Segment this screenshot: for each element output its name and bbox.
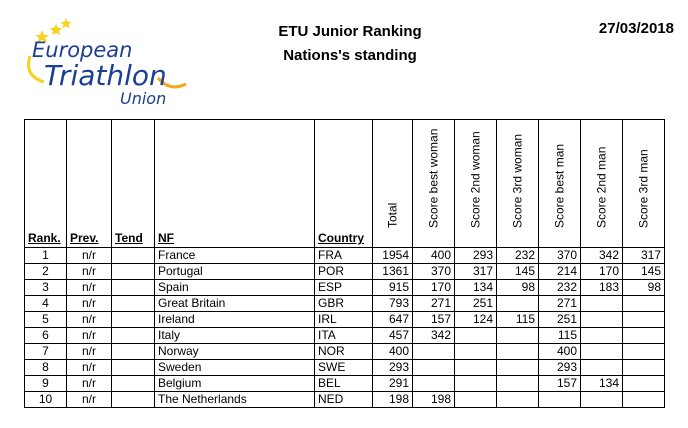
- cell-m1: 370: [539, 248, 581, 264]
- cell-prev: n/r: [67, 296, 112, 312]
- cell-m3: 98: [623, 280, 665, 296]
- cell-m3: 145: [623, 264, 665, 280]
- cell-w1: 370: [413, 264, 455, 280]
- cell-rank: 2: [25, 264, 67, 280]
- cell-total: 457: [373, 328, 413, 344]
- cell-prev: n/r: [67, 280, 112, 296]
- logo-line-triathlon: Triathlon: [44, 59, 167, 92]
- cell-m3: [623, 312, 665, 328]
- table-row: [25, 312, 665, 328]
- cell-rank: 8: [25, 360, 67, 376]
- cell-nf: Sweden: [155, 360, 315, 376]
- cell-tend: [112, 248, 155, 264]
- cell-w2: 124: [455, 312, 497, 328]
- cell-m2: [581, 360, 623, 376]
- cell-prev: n/r: [67, 360, 112, 376]
- cell-w2: [455, 392, 497, 408]
- cell-total: 1954: [373, 248, 413, 264]
- cell-prev: n/r: [67, 392, 112, 408]
- cell-country: BEL: [315, 376, 373, 392]
- table-row: [25, 376, 665, 392]
- header-best-woman-label: Score best woman: [426, 128, 440, 228]
- cell-m1: 157: [539, 376, 581, 392]
- header-best-man: [539, 120, 581, 248]
- table-row: [25, 328, 665, 344]
- cell-prev: n/r: [67, 328, 112, 344]
- cell-m1: 232: [539, 280, 581, 296]
- cell-total: 647: [373, 312, 413, 328]
- cell-prev: n/r: [67, 376, 112, 392]
- cell-rank: 10: [25, 392, 67, 408]
- cell-m1: [539, 392, 581, 408]
- cell-rank: 9: [25, 376, 67, 392]
- header-2nd-man: [581, 120, 623, 248]
- cell-m3: [623, 344, 665, 360]
- cell-total: 793: [373, 296, 413, 312]
- cell-rank: 3: [25, 280, 67, 296]
- cell-country: SWE: [315, 360, 373, 376]
- cell-total: 1361: [373, 264, 413, 280]
- cell-total: 291: [373, 376, 413, 392]
- header-tend: Tend: [112, 120, 155, 248]
- header-total: [373, 120, 413, 248]
- header-3rd-woman-label: Score 3rd woman: [510, 133, 524, 228]
- cell-rank: 4: [25, 296, 67, 312]
- cell-rank: 5: [25, 312, 67, 328]
- cell-total: 198: [373, 392, 413, 408]
- cell-tend: [112, 392, 155, 408]
- cell-m1: 214: [539, 264, 581, 280]
- cell-m3: [623, 296, 665, 312]
- cell-w2: [455, 344, 497, 360]
- cell-w3: [497, 344, 539, 360]
- cell-country: IRL: [315, 312, 373, 328]
- cell-tend: [112, 264, 155, 280]
- logo-line-union: Union: [120, 89, 167, 108]
- cell-nf: The Netherlands: [155, 392, 315, 408]
- header-best-man-label: Score best man: [552, 143, 566, 228]
- cell-nf: Italy: [155, 328, 315, 344]
- header-rank: Rank.: [25, 120, 67, 248]
- cell-w3: 115: [497, 312, 539, 328]
- cell-nf: Ireland: [155, 312, 315, 328]
- cell-tend: [112, 280, 155, 296]
- report-date: 27/03/2018: [598, 20, 674, 37]
- cell-nf: Belgium: [155, 376, 315, 392]
- cell-w2: [455, 360, 497, 376]
- cell-m1: 293: [539, 360, 581, 376]
- cell-country: NOR: [315, 344, 373, 360]
- logo-line-european: European: [32, 38, 133, 62]
- cell-nf: France: [155, 248, 315, 264]
- cell-total: 915: [373, 280, 413, 296]
- cell-w3: [497, 360, 539, 376]
- table-row: [25, 264, 665, 280]
- cell-country: NED: [315, 392, 373, 408]
- cell-w2: 251: [455, 296, 497, 312]
- cell-w2: 293: [455, 248, 497, 264]
- cell-m2: [581, 344, 623, 360]
- cell-tend: [112, 296, 155, 312]
- report-title: [250, 20, 450, 68]
- cell-country: GBR: [315, 296, 373, 312]
- cell-m1: 271: [539, 296, 581, 312]
- table-row: [25, 360, 665, 376]
- table-row: [25, 248, 665, 264]
- cell-m2: [581, 296, 623, 312]
- cell-prev: n/r: [67, 264, 112, 280]
- cell-w1: 157: [413, 312, 455, 328]
- cell-tend: [112, 376, 155, 392]
- cell-m3: [623, 328, 665, 344]
- table-row: [25, 392, 665, 408]
- header-3rd-man-label: Score 3rd man: [636, 149, 650, 228]
- cell-w1: [413, 376, 455, 392]
- cell-m2: 183: [581, 280, 623, 296]
- table-row: [25, 296, 665, 312]
- ranking-table: [24, 119, 665, 408]
- cell-m2: [581, 328, 623, 344]
- cell-m2: 342: [581, 248, 623, 264]
- etu-logo: [10, 16, 210, 111]
- cell-w3: [497, 328, 539, 344]
- cell-w2: 134: [455, 280, 497, 296]
- cell-m3: [623, 376, 665, 392]
- cell-w3: [497, 376, 539, 392]
- cell-country: ESP: [315, 280, 373, 296]
- cell-w1: [413, 360, 455, 376]
- table-header-row: [25, 120, 665, 248]
- cell-w1: 198: [413, 392, 455, 408]
- cell-rank: 7: [25, 344, 67, 360]
- cell-m1: 251: [539, 312, 581, 328]
- cell-prev: n/r: [67, 344, 112, 360]
- cell-tend: [112, 312, 155, 328]
- header-3rd-woman: [497, 120, 539, 248]
- cell-m2: [581, 392, 623, 408]
- cell-total: 400: [373, 344, 413, 360]
- cell-w3: [497, 392, 539, 408]
- cell-nf: Spain: [155, 280, 315, 296]
- cell-nf: Portugal: [155, 264, 315, 280]
- header-prev: Prev.: [67, 120, 112, 248]
- title-line-1: ETU Junior Ranking: [278, 23, 422, 40]
- cell-m3: 317: [623, 248, 665, 264]
- cell-m1: 400: [539, 344, 581, 360]
- cell-rank: 1: [25, 248, 67, 264]
- header-country: Country: [315, 120, 373, 248]
- header-best-woman: [413, 120, 455, 248]
- cell-w1: 271: [413, 296, 455, 312]
- header-2nd-man-label: Score 2nd man: [594, 146, 608, 228]
- title-line-2: Nations's standing: [283, 47, 417, 64]
- cell-prev: n/r: [67, 248, 112, 264]
- cell-m1: 115: [539, 328, 581, 344]
- cell-m3: [623, 360, 665, 376]
- cell-w3: [497, 296, 539, 312]
- cell-m2: 170: [581, 264, 623, 280]
- header-3rd-man: [623, 120, 665, 248]
- header-nf: NF: [155, 120, 315, 248]
- header-total-label: Total: [385, 202, 399, 228]
- cell-country: ITA: [315, 328, 373, 344]
- cell-w2: [455, 376, 497, 392]
- cell-prev: n/r: [67, 312, 112, 328]
- cell-w2: 317: [455, 264, 497, 280]
- cell-w2: [455, 328, 497, 344]
- table-row: [25, 280, 665, 296]
- cell-m3: [623, 392, 665, 408]
- header-2nd-woman: [455, 120, 497, 248]
- cell-w1: 400: [413, 248, 455, 264]
- cell-w1: 170: [413, 280, 455, 296]
- cell-tend: [112, 360, 155, 376]
- cell-rank: 6: [25, 328, 67, 344]
- cell-w3: 98: [497, 280, 539, 296]
- cell-m2: 134: [581, 376, 623, 392]
- cell-w1: 342: [413, 328, 455, 344]
- cell-nf: Norway: [155, 344, 315, 360]
- header-2nd-woman-label: Score 2nd woman: [468, 131, 482, 228]
- cell-m2: [581, 312, 623, 328]
- cell-country: FRA: [315, 248, 373, 264]
- cell-total: 293: [373, 360, 413, 376]
- cell-tend: [112, 328, 155, 344]
- cell-w3: 232: [497, 248, 539, 264]
- cell-w3: 145: [497, 264, 539, 280]
- cell-nf: Great Britain: [155, 296, 315, 312]
- cell-w1: [413, 344, 455, 360]
- cell-country: POR: [315, 264, 373, 280]
- table-row: [25, 344, 665, 360]
- cell-tend: [112, 344, 155, 360]
